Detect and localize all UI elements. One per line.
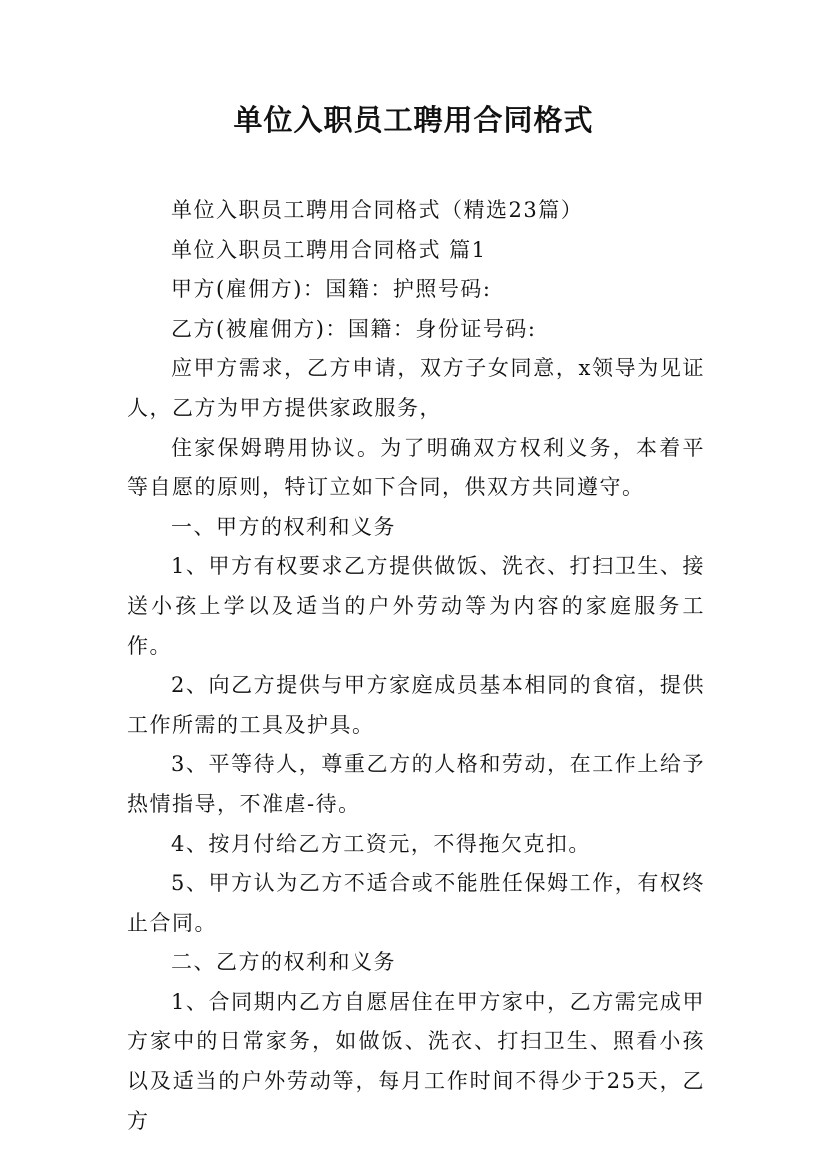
- list-item: 1、甲方有权要求乙方提供做饭、洗衣、打扫卫生、接送小孩上学以及适当的户外劳动等为内容的家庭服务工作。: [127, 554, 705, 658]
- list-item: 2、向乙方提供与甲方家庭成员基本相同的食宿，提供工作所需的工具及护具。: [127, 673, 705, 737]
- list-item: 5、甲方认为乙方不适合或不能胜任保姆工作，有权终止合同。: [127, 871, 705, 935]
- document-body: [127, 191, 705, 1141]
- paragraph-subtitle: 单位入职员工聘用合同格式（精选23篇）: [171, 198, 584, 222]
- list-item: 3、平等待人，尊重乙方的人格和劳动，在工作上给予热情指导，不准虐-待。: [127, 752, 705, 816]
- heading-party-b-rights: 二、乙方的权利和义务: [171, 950, 396, 975]
- paragraph-section-heading: 单位入职员工聘用合同格式 篇1: [171, 237, 487, 262]
- document-title: 单位入职员工聘用合同格式: [233, 103, 594, 137]
- heading-party-a-rights: 一、甲方的权利和义务: [171, 514, 396, 539]
- paragraph: 应甲方需求，乙方申请，双方子女同意，x领导为见证人，乙方为甲方提供家政服务，: [127, 356, 705, 420]
- list-item: 1、合同期内乙方自愿居住在甲方家中，乙方需完成甲方家中的日常家务，如做饭、洗衣、打扫卫生、照看小孩以及适当的户外劳动等，每月工作时间不得少于25天，乙方: [127, 989, 705, 1133]
- paragraph-party-b: 乙方(被雇佣方)：国籍：身份证号码:: [171, 316, 537, 341]
- paragraph: 住家保姆聘用协议。为了明确双方权利义务，本着平等自愿的原则，特订立如下合同，供双方共同遵守。: [127, 435, 705, 500]
- list-item: 4、按月付给乙方工资元，不得拖欠克扣。: [171, 831, 591, 856]
- paragraph-party-a: 甲方(雇佣方)：国籍：护照号码:: [171, 277, 492, 302]
